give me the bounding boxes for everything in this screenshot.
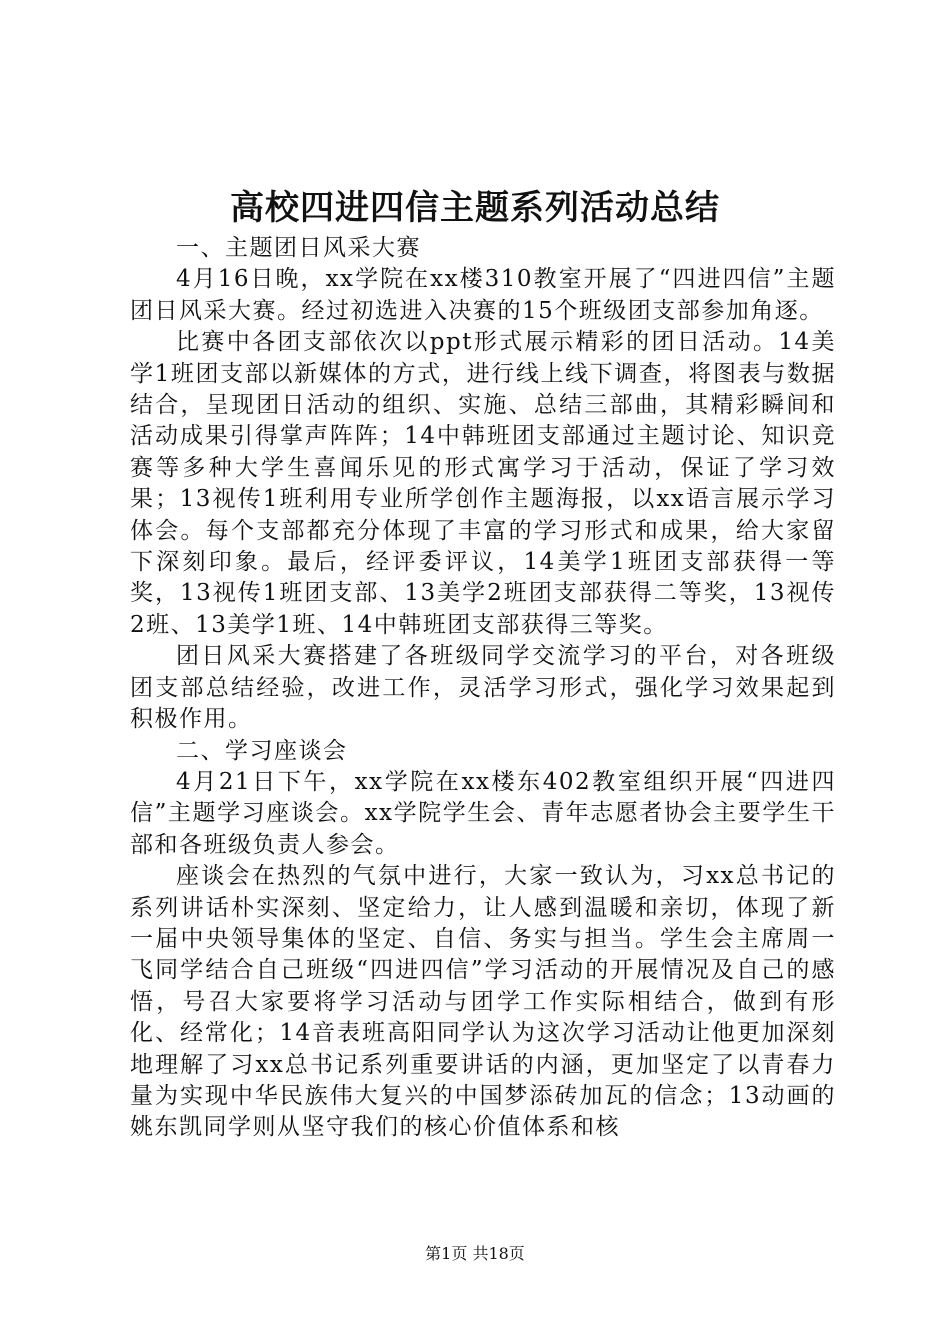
document-title: 高校四进四信主题系列活动总结 bbox=[230, 188, 720, 228]
paragraph: 座谈会在热烈的气氛中进行，大家一致认为，习xx总书记的系列讲话朴实深刻、坚定给力，让人感到温暖和亲切，体现了新一届中央领导集体的坚定、自信、务实与担当。学生会主席周一飞同学结合自己班级“四进四信”学习活动的开展情况及自己的感悟，号召大家要将学习活动与团学工作实际相结合，做到有形化、经常化；14音表班高阳同学认为这次学习活动让他更加深刻地理解了习xx总书记系列重要讲话的内涵，更加坚定了以青春力量为实现中华民族伟大复兴的中国梦添砖加瓦的信念；13动画的姚东凯同学则从坚守我们的核心价值体系和核 bbox=[130, 863, 836, 1141]
paragraph: 团日风采大赛搭建了各班级同学交流学习的平台，对各班级团支部总结经验，改进工作，灵活学习形式，强化学习效果起到积极作用。 bbox=[130, 643, 836, 733]
section-heading: 二、学习座谈会 bbox=[176, 737, 348, 764]
page-number-footer: 第1页 共18页 bbox=[425, 1244, 525, 1263]
paragraph: 4月21日下午，xx学院在xx楼东402教室组织开展“四进四信”主题学习座谈会。xx学院学生会、青年志愿者协会主要学生干部和各班级负责人参会。 bbox=[130, 768, 836, 858]
section-heading: 一、主题团日风采大赛 bbox=[176, 235, 421, 261]
paragraph: 比赛中各团支部依次以ppt形式展示精彩的团日活动。14美学1班团支部以新媒体的方式，进行线上线下调查，将图表与数据结合，呈现团日活动的组织、实施、总结三部曲，其精彩瞬间和活动成果引得掌声阵阵；14中韩班团支部通过主题讨论、知识竞赛等多种大学生喜闻乐见的形式寓学习于活动，保证了学习效果；13视传1班利用专业所学创作主题海报，以xx语言展示学习体会。每个支部都充分体现了丰富的学习形式和成果，给大家留下深刻印象。最后，经评委评议，14美学1班团支部获得一等奖，13视传1班团支部、13美学2班团支部获得二等奖，13视传2班、13美学1班、14中韩班团支部获得三等奖。 bbox=[130, 329, 836, 638]
paragraph: 4月16日晚，xx学院在xx楼310教室开展了“四进四信”主题团日风采大赛。经过初选进入决赛的15个班级团支部参加角逐。 bbox=[130, 266, 836, 324]
document-body bbox=[130, 233, 836, 1144]
